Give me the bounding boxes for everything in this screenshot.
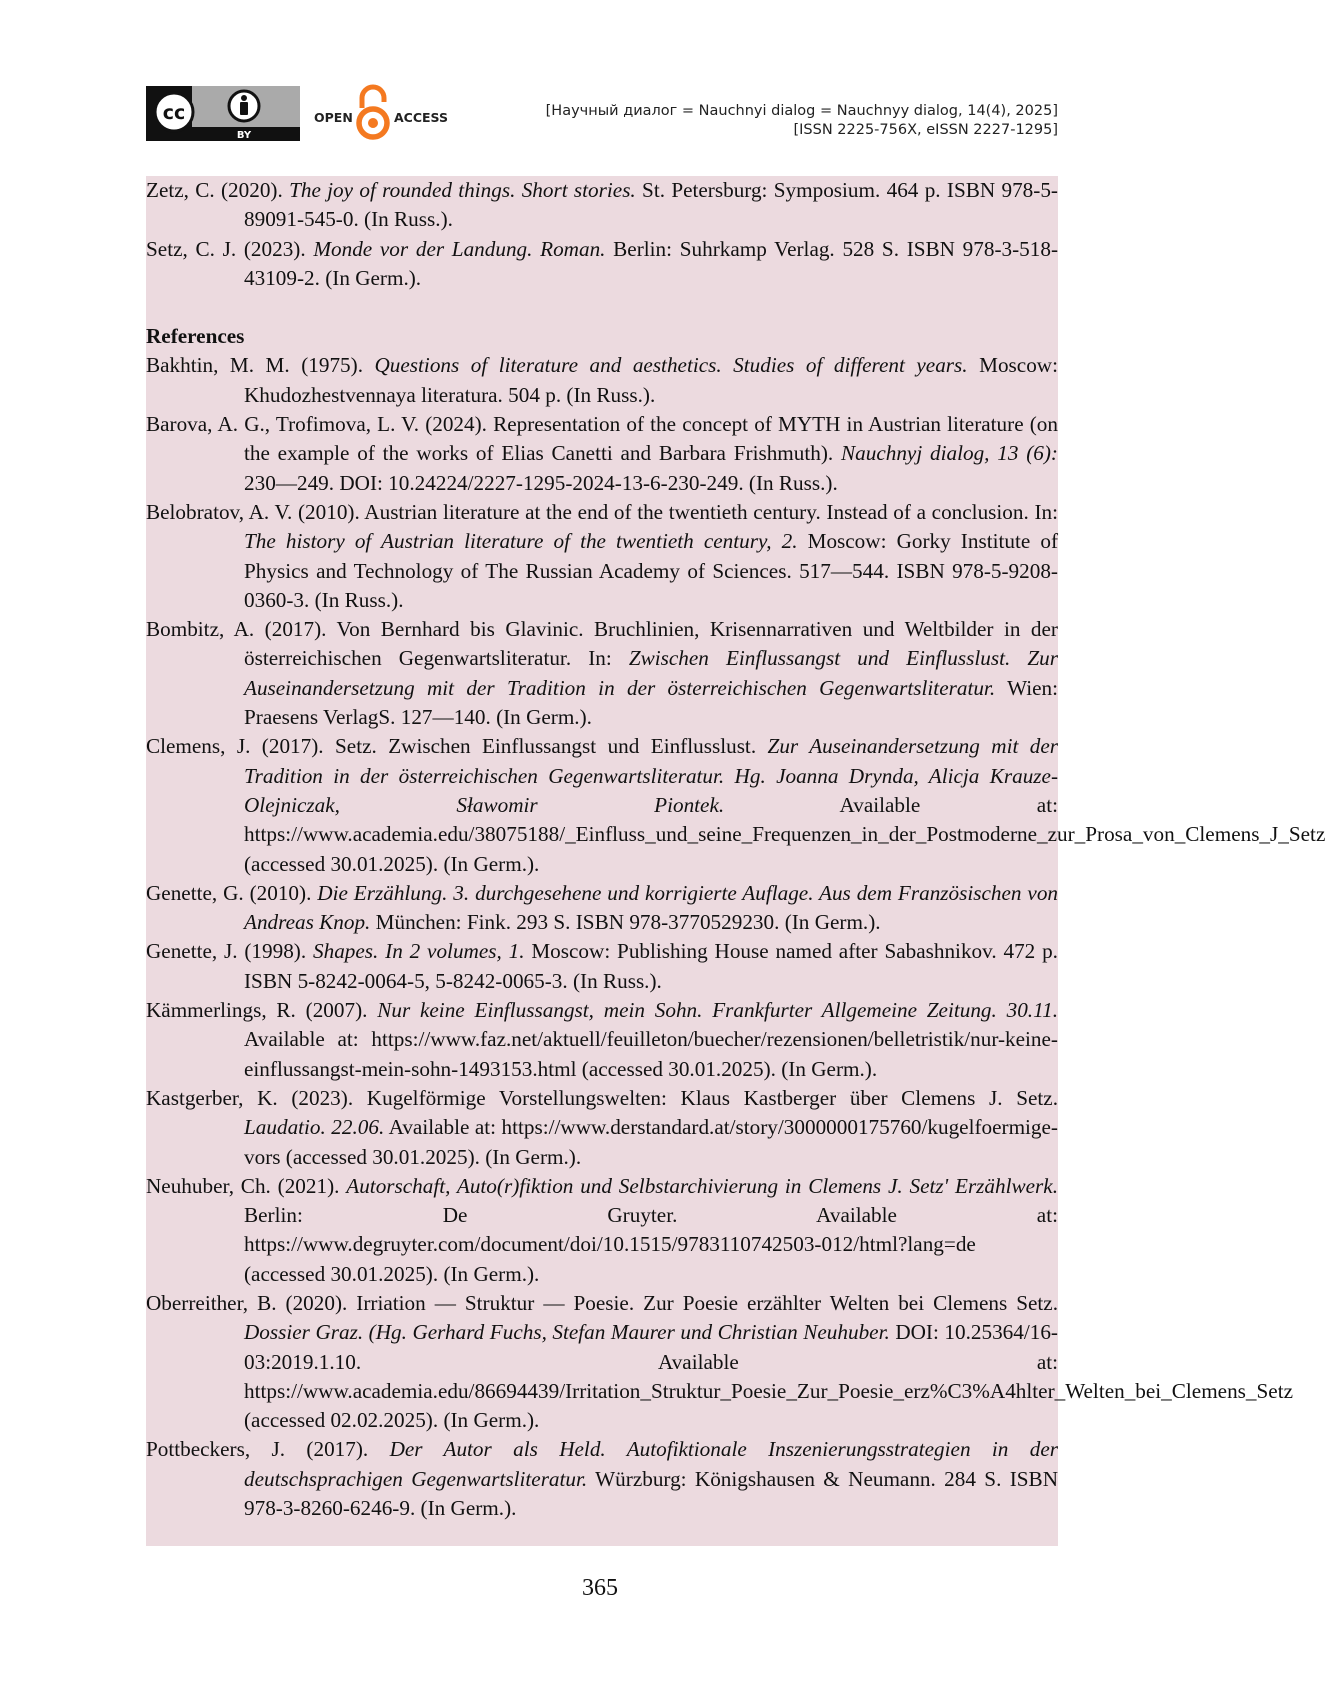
references-list — [146, 351, 1058, 1523]
reference-details: Würzburg: Königshausen & Neumann. 284 S. ISBN 978-3-8260-6246-9. (In Germ.). — [244, 1467, 1058, 1520]
sources-list-tail — [146, 176, 1058, 293]
page-number: 365 — [0, 1575, 1200, 1602]
by-label: BY — [237, 130, 252, 141]
highlighted-bibliography — [146, 176, 1058, 1546]
cc-icon-letters: cc — [163, 102, 186, 124]
reference-title: Shapes. In 2 volumes, 1. — [313, 939, 525, 963]
references-heading: References — [146, 322, 1058, 351]
reference-text: Kämmerlings, R. (2007). — [146, 998, 377, 1022]
reference-entry — [146, 1435, 1058, 1523]
reference-text: Neuhuber, Ch. (2021). — [146, 1174, 346, 1198]
reference-title: The history of Austrian literature of the twentieth century, 2. — [244, 529, 798, 553]
access-label: ACCESS — [394, 110, 448, 125]
reference-entry — [146, 937, 1058, 996]
reference-text: Barova, A. G., Trofimova, L. V. (2024). Representation of the concept of MYTH in Austrian literature (on the example of the works of Elias Canetti and Barbara Frishmuth). — [146, 412, 1058, 465]
reference-title: Die Erzählung. 3. durchgesehene und korrigierte Auflage. Aus dem Französischen von Andreas Knop. — [244, 881, 1058, 934]
reference-details: Available at: https://www.derstandard.at/story/3000000175760/kugelfoermige-vors (accessed 30.01.2025). (In Germ.). — [244, 1115, 1058, 1168]
reference-details: Moscow: Publishing House named after Sabashnikov. 472 p. ISBN 5-8242-0064-5, 5-8242-0065-3. (In Russ.). — [244, 939, 1058, 992]
reference-text: Genette, J. (1998). — [146, 939, 313, 963]
reference-text: Oberreither, B. (2020). Irriation — Struktur — Poesie. Zur Poesie erzählter Welten bei Clemens Setz. — [146, 1291, 1058, 1315]
reference-entry — [146, 235, 1058, 294]
reference-title: Laudatio. 22.06. — [244, 1115, 384, 1139]
citation-line-issn: [ISSN 2225-756X, eISSN 2227-1295] — [546, 121, 1058, 140]
reference-entry — [146, 1289, 1058, 1435]
reference-details: Wien: Praesens VerlagS. 127—140. (In Germ.). — [244, 676, 1058, 729]
reference-entry — [146, 1084, 1058, 1172]
reference-details: DOI: 10.25364/16-03:2019.1.10. Available at: https://www.academia.edu/86694439/Irritation_Struktur_Poesie_Zur_Poesie_erz%C3%A4hlter_Welten_bei_Clemens_Setz (accessed 02.02.2025). (In Germ.). — [244, 1320, 1293, 1432]
reference-details: Berlin: Suhrkamp Verlag. 528 S. ISBN 978-3-518-43109-2. (In Germ.). — [244, 237, 1058, 290]
reference-details: Moscow: Gorky Institute of Physics and Technology of The Russian Academy of Sciences. 517—544. ISBN 978-5-9208-0360-3. (In Russ.). — [244, 529, 1058, 612]
reference-entry — [146, 176, 1058, 235]
reference-text: Genette, G. (2010). — [146, 881, 317, 905]
reference-details: 230—249. DOI: 10.24224/2227-1295-2024-13-6-230-249. (In Russ.). — [244, 471, 838, 495]
open-label: OPEN — [314, 110, 353, 125]
reference-title: Zur Auseinandersetzung mit der Tradition in der österreichischen Gegenwartsliteratur. Hg. Joanna Drynda, Alicja Krauze-Olejniczak, Sławomir Piontek. — [244, 734, 1058, 817]
reference-entry — [146, 1172, 1058, 1289]
reference-text: Clemens, J. (2017). Setz. Zwischen Einflussangst und Einflusslust. — [146, 734, 768, 758]
reference-entry — [146, 410, 1058, 498]
reference-details: Available at: https://www.academia.edu/38075188/_Einfluss_und_seine_Frequenzen_in_der_Postmoderne_zur_Prosa_von_Clemens_J_Setz (accessed 30.01.2025). (In Germ.). — [244, 793, 1325, 876]
reference-text: Kastgerber, K. (2023). Kugelförmige Vorstellungswelten: Klaus Kastberger über Clemens J. Setz. — [146, 1086, 1058, 1110]
reference-details: Moscow: Khudozhestvennaya literatura. 504 p. (In Russ.). — [244, 353, 1058, 406]
reference-title: Questions of literature and aesthetics. Studies of different years. — [375, 353, 968, 377]
reference-title: Dossier Graz. (Hg. Gerhard Fuchs, Stefan Maurer und Christian Neuhuber. — [244, 1320, 890, 1344]
reference-title: Der Autor als Held. Autofiktionale Inszenierungsstrategien in der deutschsprachigen Gegenwartsliteratur. — [244, 1437, 1058, 1490]
reference-text: Bombitz, A. (2017). Von Bernhard bis Glavinic. Bruchlinien, Krisennarrativen und Weltbilder in der österreichischen Gegenwartsliteratur. In: — [146, 617, 1058, 670]
reference-text: Bakhtin, M. M. (1975). — [146, 353, 375, 377]
page-header — [146, 86, 1058, 146]
reference-entry — [146, 615, 1058, 732]
reference-title: Monde vor der Landung. Roman. — [313, 237, 605, 261]
reference-title: Zwischen Einflussangst und Einflusslust. Zur Auseinandersetzung mit der Tradition in der österreichischen Gegenwartsliteratur. — [244, 646, 1058, 699]
attribution-icon-body — [240, 102, 248, 115]
reference-title: Nur keine Einflussangst, mein Sohn. Frankfurter Allgemeine Zeitung. 30.11. — [377, 998, 1058, 1022]
attribution-icon-head — [241, 95, 247, 101]
open-lock-icon — [359, 87, 387, 137]
reference-entry — [146, 732, 1058, 878]
reference-entry — [146, 996, 1058, 1084]
reference-text: Setz, C. J. (2023). — [146, 237, 313, 261]
cc-by-license-badge[interactable] — [146, 86, 300, 141]
reference-text: Pottbeckers, J. (2017). — [146, 1437, 390, 1461]
reference-details: St. Petersburg: Symposium. 464 p. ISBN 978-5-89091-545-0. (In Russ.). — [244, 178, 1058, 231]
reference-title: Autorschaft, Auto(r)fiktion und Selbstarchivierung in Clemens J. Setz' Erzählwerk. — [346, 1174, 1058, 1198]
reference-entry — [146, 351, 1058, 410]
reference-details: Available at: https://www.faz.net/aktuell/feuilleton/buecher/rezensionen/belletristik/nur-keine-einflussangst-mein-sohn-1493153.html (accessed 30.01.2025). (In Germ.). — [244, 1027, 1058, 1080]
open-access-logo[interactable] — [314, 86, 464, 141]
journal-citation — [546, 102, 1058, 140]
reference-title: Nauchnyj dialog, 13 (6): — [841, 441, 1058, 465]
reference-entry — [146, 498, 1058, 615]
reference-title: The joy of rounded things. Short stories. — [289, 178, 636, 202]
citation-line-title: [Научный диалог = Nauchnyi dialog = Nauchnyy dialog, 14(4), 2025] — [546, 102, 1058, 121]
reference-details: München: Fink. 293 S. ISBN 978-3770529230. (In Germ.). — [370, 910, 880, 934]
reference-entry — [146, 879, 1058, 938]
reference-text: Belobratov, A. V. (2010). Austrian literature at the end of the twentieth century. Instead of a conclusion. In: — [146, 500, 1058, 524]
reference-text: Zetz, C. (2020). — [146, 178, 289, 202]
reference-details: Berlin: De Gruyter. Available at: https://www.degruyter.com/document/doi/10.1515/9783110742503-012/html?lang=de (accessed 30.01.2025). (In Germ.). — [244, 1203, 1058, 1286]
